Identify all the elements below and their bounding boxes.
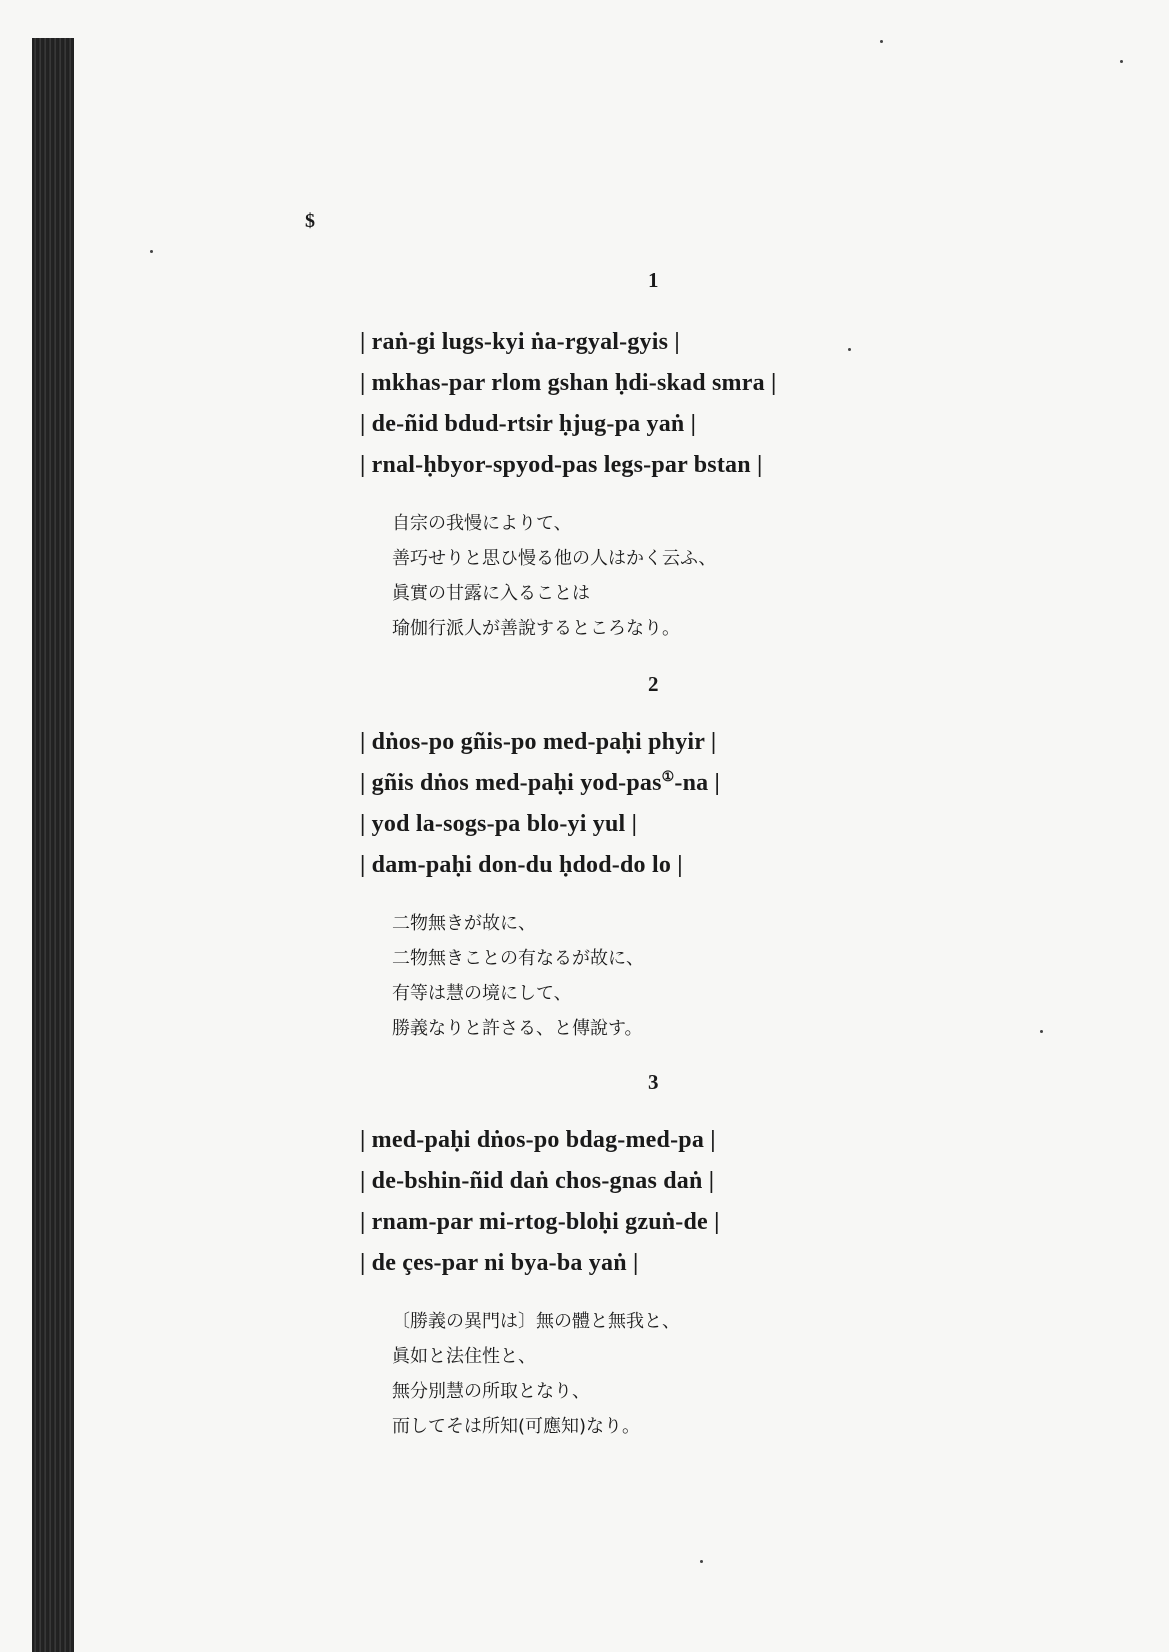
- japanese-line: 眞實の甘露に入ることは: [392, 583, 590, 604]
- japanese-line: 有等は慧の境にして、: [392, 983, 572, 1004]
- japanese-line: 瑜伽行派人が善說するところなり。: [392, 618, 680, 639]
- tibetan-line: | dam-paḥi don-du ḥdod-do lo |: [360, 852, 683, 878]
- tibetan-line: | med-paḥi dṅos-po bdag-med-pa |: [360, 1127, 716, 1153]
- verse-number-1: 1: [648, 268, 659, 292]
- japanese-translation: [392, 906, 920, 1046]
- tibetan-line: | dṅos-po gñis-po med-paḥi phyir |: [360, 729, 717, 755]
- scan-speck: [150, 250, 153, 253]
- tibetan-line-tail: -na |: [674, 770, 721, 796]
- tibetan-line: | mkhas-par rlom gshan ḥdi-skad smra |: [360, 370, 777, 396]
- japanese-line: 二物無きことの有なるが故に、: [392, 948, 644, 969]
- tibetan-line: | de-bshin-ñid daṅ chos-gnas daṅ |: [360, 1168, 715, 1194]
- verse-1: [360, 322, 920, 646]
- verse-number-3: 3: [648, 1070, 659, 1094]
- japanese-translation: [392, 506, 920, 646]
- scan-speck: [1040, 1030, 1043, 1033]
- tibetan-line: [360, 763, 920, 804]
- verse-2: [360, 722, 920, 1046]
- tibetan-line: | rnal-ḥbyor-spyod-pas legs-par bstan |: [360, 452, 763, 478]
- japanese-line: 眞如と法住性と、: [392, 1346, 536, 1367]
- japanese-line: 無分別慧の所取となり、: [392, 1381, 590, 1402]
- japanese-translation: [392, 1304, 920, 1444]
- scan-speck: [1120, 60, 1123, 63]
- footnote-marker: ①: [661, 770, 675, 785]
- japanese-line: 自宗の我慢によりて、: [392, 513, 572, 534]
- page-mark: $: [305, 210, 315, 232]
- tibetan-line: | yod la-sogs-pa blo-yi yul |: [360, 811, 638, 837]
- japanese-line: 〔勝義の異門は〕無の體と無我と、: [392, 1311, 680, 1332]
- scan-speck: [700, 1560, 703, 1563]
- tibetan-line: | rnam-par mi-rtog-bloḥi gzuṅ-de |: [360, 1209, 720, 1235]
- japanese-line: 善巧せりと思ひ慢る他の人はかく云ふ、: [392, 548, 717, 569]
- tibetan-line: | de çes-par ni bya-ba yaṅ |: [360, 1250, 639, 1276]
- verse-3: [360, 1120, 920, 1444]
- verse-number-2: 2: [648, 672, 659, 696]
- binding-edge: [32, 38, 74, 1652]
- scan-speck: [880, 40, 883, 43]
- tibetan-line: | raṅ-gi lugs-kyi ṅa-rgyal-gyis |: [360, 329, 680, 355]
- japanese-line: 勝義なりと許さる、と傳說す。: [392, 1018, 643, 1039]
- japanese-line: 而してそは所知(可應知)なり。: [392, 1416, 641, 1437]
- tibetan-line: | de-ñid bdud-rtsir ḥjug-pa yaṅ |: [360, 411, 697, 437]
- japanese-line: 二物無きが故に、: [392, 913, 536, 934]
- tibetan-line-text: | gñis dṅos med-paḥi yod-pas: [360, 770, 662, 796]
